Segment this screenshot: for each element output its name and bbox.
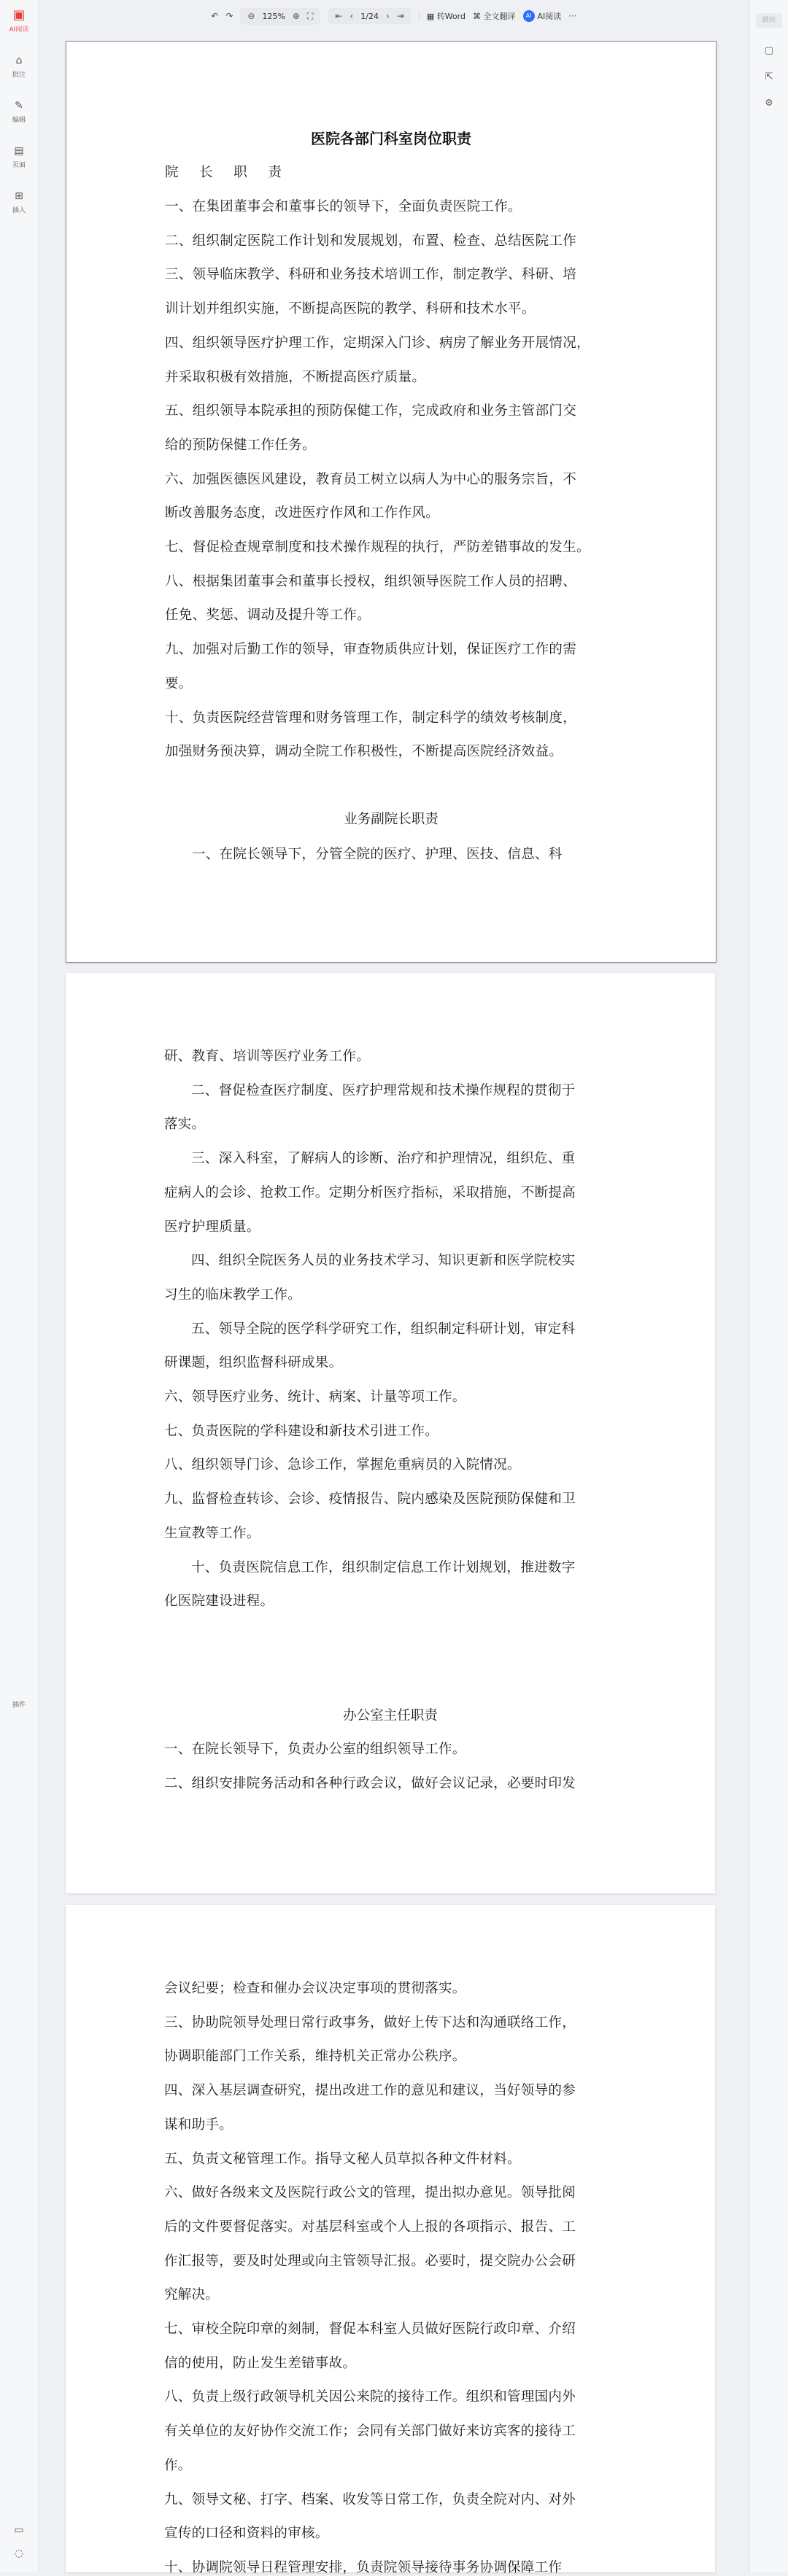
- page-icon: ▤: [14, 145, 24, 157]
- comment-icon[interactable]: ▢: [764, 45, 774, 56]
- zoom-group: [240, 8, 320, 25]
- paragraph-line: 给的预防保健工作任务。: [165, 438, 316, 453]
- ai-logo-icon: ▣: [12, 7, 26, 23]
- paragraph-line: 八、负责上级行政领导机关因公来院的接待工作。组织和管理国内外: [164, 2390, 576, 2405]
- paragraph-line: 四、深入基层调查研究，提出改进工作的意见和建议，当好领导的参: [164, 2084, 576, 2099]
- toolbar-divider: [419, 11, 420, 21]
- document-page-3: [66, 1905, 715, 2575]
- section-heading-office-director: 办公室主任职责: [343, 1709, 438, 1723]
- paragraph-line: 落实。: [164, 1117, 206, 1133]
- paragraph-line: 七、督促检查规章制度和技术操作规程的执行，严防差错事故的发生。: [165, 540, 590, 555]
- sidebar-item-insert[interactable]: ⊞ 插入: [12, 190, 26, 214]
- sidebar-item-annotation[interactable]: ⌂ 批注: [12, 55, 26, 79]
- paragraph-line: 七、负责医院的学科建设和新技术引进工作。: [164, 1424, 439, 1439]
- next-page-icon[interactable]: ›: [385, 11, 390, 21]
- paragraph-line: 医疗护理质量。: [164, 1219, 260, 1235]
- paragraph-line: 九、加强对后勤工作的领导，审查物质供应计划，保证医疗工作的需: [165, 643, 577, 658]
- more-icon[interactable]: ···: [568, 11, 577, 21]
- paragraph-line: 三、协助院领导处理日常行政事务，做好上传下达和沟通联络工作，: [164, 2015, 576, 2030]
- sidebar-item-page[interactable]: ▤ 页面: [12, 145, 26, 169]
- page-indicator[interactable]: 1/24: [360, 11, 379, 21]
- paragraph-line: 协调职能部门工作关系，维持机关正常办公秩序。: [164, 2049, 466, 2065]
- section-heading-president: 院 长 职 责: [165, 166, 290, 180]
- sidebar-bottom-icon-2[interactable]: [0, 2547, 38, 2562]
- sidebar-item-plugins[interactable]: 插件: [12, 1702, 26, 1709]
- first-page-icon[interactable]: ⇤: [335, 11, 343, 21]
- paragraph-line: 究解决。: [164, 2288, 220, 2303]
- document-page-1: [66, 41, 716, 963]
- paragraph-line: 四、组织全院医务人员的业务技术学习、知识更新和医学院校实: [191, 1254, 576, 1269]
- paragraph-line: 并采取积极有效措施，不断提高医疗质量。: [165, 370, 426, 385]
- paragraph-line: 作汇报等，要及时处理或向主管领导汇报。必要时，提交院办公会研: [164, 2254, 576, 2269]
- chat-icon: ◌: [14, 2548, 24, 2559]
- paragraph-line: 加强财务预决算，调动全院工作积极性，不断提高医院经济效益。: [165, 745, 563, 760]
- zoom-level[interactable]: 125%: [262, 11, 285, 21]
- zoom-in-icon[interactable]: ⊕: [292, 11, 300, 21]
- paragraph-line: 五、组织领导本院承担的预防保健工作，完成政府和业务主管部门交: [165, 404, 577, 419]
- paragraph-line: 五、领导全院的医学科学研究工作，组织制定科研计划，审定科: [191, 1322, 576, 1337]
- paragraph-line: 信的使用，防止发生差错事故。: [164, 2356, 357, 2371]
- paragraph-line: 二、督促检查医疗制度、医疗护理常规和技术操作规程的贯彻于: [191, 1083, 576, 1098]
- document-title: 医院各部门科室岗位职责: [311, 130, 471, 147]
- paragraph-line: 症病人的会诊、抢救工作。定期分析医疗指标，采取措施，不断提高: [164, 1185, 576, 1200]
- paragraph-line: 二、组织安排院务活动和各种行政会议，做好会议记录，必要时印发: [164, 1776, 576, 1791]
- fit-page-icon[interactable]: ⛶: [306, 10, 314, 21]
- paragraph-line: 要。: [165, 676, 193, 691]
- edit-icon: ✎: [15, 100, 23, 112]
- paragraph-line: 八、根据集团董事会和董事长授权，组织领导医院工作人员的招聘、: [165, 574, 577, 589]
- paragraph-line: 宣传的口径和资料的审核。: [164, 2526, 329, 2542]
- left-sidebar: [0, 0, 39, 2572]
- sidebar-bottom-icon-1[interactable]: [0, 2523, 38, 2539]
- paragraph-line: 三、深入科室，了解病人的诊断、治疗和护理情况，组织危、重: [191, 1152, 576, 1167]
- last-page-icon[interactable]: ⇥: [396, 11, 404, 21]
- section-heading-vice-president: 业务副院长职责: [344, 812, 439, 827]
- paragraph-line: 九、领导文秘、打字、档案、收发等日常工作，负责全院对内、对外: [164, 2492, 576, 2507]
- undo-icon[interactable]: ↶: [211, 11, 219, 21]
- paragraph-line: 化医院建设进程。: [164, 1594, 274, 1610]
- paragraph-line: 任免、奖惩、调动及提升等工作。: [165, 608, 371, 624]
- panel-icon: ▭: [14, 2524, 24, 2536]
- paragraph-line: 九、监督检查转诊、会诊、疫情报告、院内感染及医院预防保健和卫: [164, 1492, 576, 1508]
- right-rail: [749, 0, 788, 2572]
- sidebar-item-edit[interactable]: ✎ 编辑: [12, 100, 26, 124]
- paragraph-line: 四、组织领导医疗护理工作，定期深入门诊、病房了解业务开展情况，: [165, 335, 590, 351]
- paragraph-line: 六、做好各级来文及医院行政公文的管理，提出拟办意见。领导批阅: [164, 2186, 576, 2201]
- zoom-out-icon[interactable]: ⊖: [247, 11, 255, 21]
- paragraph-line: 二、组织制定医院工作计划和发展规划，布置、检查、总结医院工作: [165, 233, 577, 249]
- paragraph-line: 十、负责医院经营管理和财务管理工作，制定科学的绩效考核制度，: [165, 710, 577, 726]
- paragraph-line: 一、在院长领导下，分管全院的医疗、护理、医技、信息、科: [192, 847, 563, 862]
- settings-icon[interactable]: ⚙: [765, 98, 773, 109]
- share-icon[interactable]: ⇱: [765, 71, 773, 82]
- paragraph-line: 七、审校全院印章的刻制，督促本科室人员做好医院行政印章、介绍: [164, 2322, 576, 2337]
- to-word-button[interactable]: ▦ 转Word: [426, 12, 466, 21]
- paragraph-line: 后的文件要督促落实。对基层科室或个人上报的各项指示、报告、工: [164, 2219, 576, 2235]
- paragraph-line: 六、领导医疗业务、统计、病案、计量等项工作。: [164, 1390, 466, 1405]
- insert-icon: ⊞: [15, 190, 23, 202]
- jump-button[interactable]: 跳转: [756, 13, 782, 28]
- ai-read-button[interactable]: AI AI阅读: [523, 10, 562, 22]
- paragraph-line: 断改善服务态度，改进医疗作风和工作作风。: [165, 506, 440, 521]
- redo-icon[interactable]: ↷: [225, 11, 233, 21]
- paragraph-line: 生宣教等工作。: [164, 1526, 260, 1541]
- annotation-icon: ⌂: [15, 55, 23, 66]
- paragraph-line: 三、领导临床教学、科研和业务技术培训工作，制定教学、科研、培: [165, 268, 577, 283]
- paragraph-line: 一、在集团董事会和董事长的领导下，全面负责医院工作。: [165, 200, 522, 214]
- ai-icon: AI: [523, 10, 535, 22]
- document-page-2: [66, 973, 715, 1893]
- paragraph-line: 谋和助手。: [164, 2117, 233, 2133]
- prev-page-icon[interactable]: ‹: [349, 11, 354, 21]
- ai-reader-logo[interactable]: ▣ AI阅读: [9, 7, 29, 34]
- paragraph-line: 十、负责医院信息工作，组织制定信息工作计划规划，推进数字: [191, 1560, 576, 1575]
- translate-button[interactable]: ⌘ 全文翻译: [473, 12, 516, 21]
- paragraph-line: 研、教育、培训等医疗业务工作。: [164, 1050, 371, 1064]
- paragraph-line: 五、负责文秘管理工作。指导文秘人员草拟各种文件材料。: [164, 2152, 521, 2167]
- paragraph-line: 习生的临床教学工作。: [164, 1287, 302, 1303]
- paragraph-line: 作。: [164, 2458, 192, 2473]
- paragraph-line: 有关单位的友好协作交流工作；会同有关部门做好来访宾客的接待工: [164, 2424, 576, 2440]
- paragraph-line: 一、在院长领导下，负责办公室的组织领导工作。: [164, 1742, 466, 1757]
- paragraph-line: 训计划并组织实施，不断提高医院的教学、科研和技术水平。: [165, 302, 536, 317]
- paragraph-line: 研课题，组织监督科研成果。: [164, 1356, 343, 1371]
- paragraph-line: 会议纪要；检查和催办会议决定事项的贯彻落实。: [164, 1982, 466, 1996]
- paragraph-line: 六、加强医德医风建设，教育员工树立以病人为中心的服务宗旨，不: [165, 472, 577, 487]
- paragraph-line: 八、组织领导门诊、急诊工作，掌握危重病员的入院情况。: [164, 1458, 521, 1473]
- paragraph-line: 十、协调院领导日程管理安排，负责院领导接待事务协调保障工作: [164, 2560, 563, 2575]
- page-nav-group: [328, 8, 411, 24]
- top-toolbar: [38, 0, 750, 32]
